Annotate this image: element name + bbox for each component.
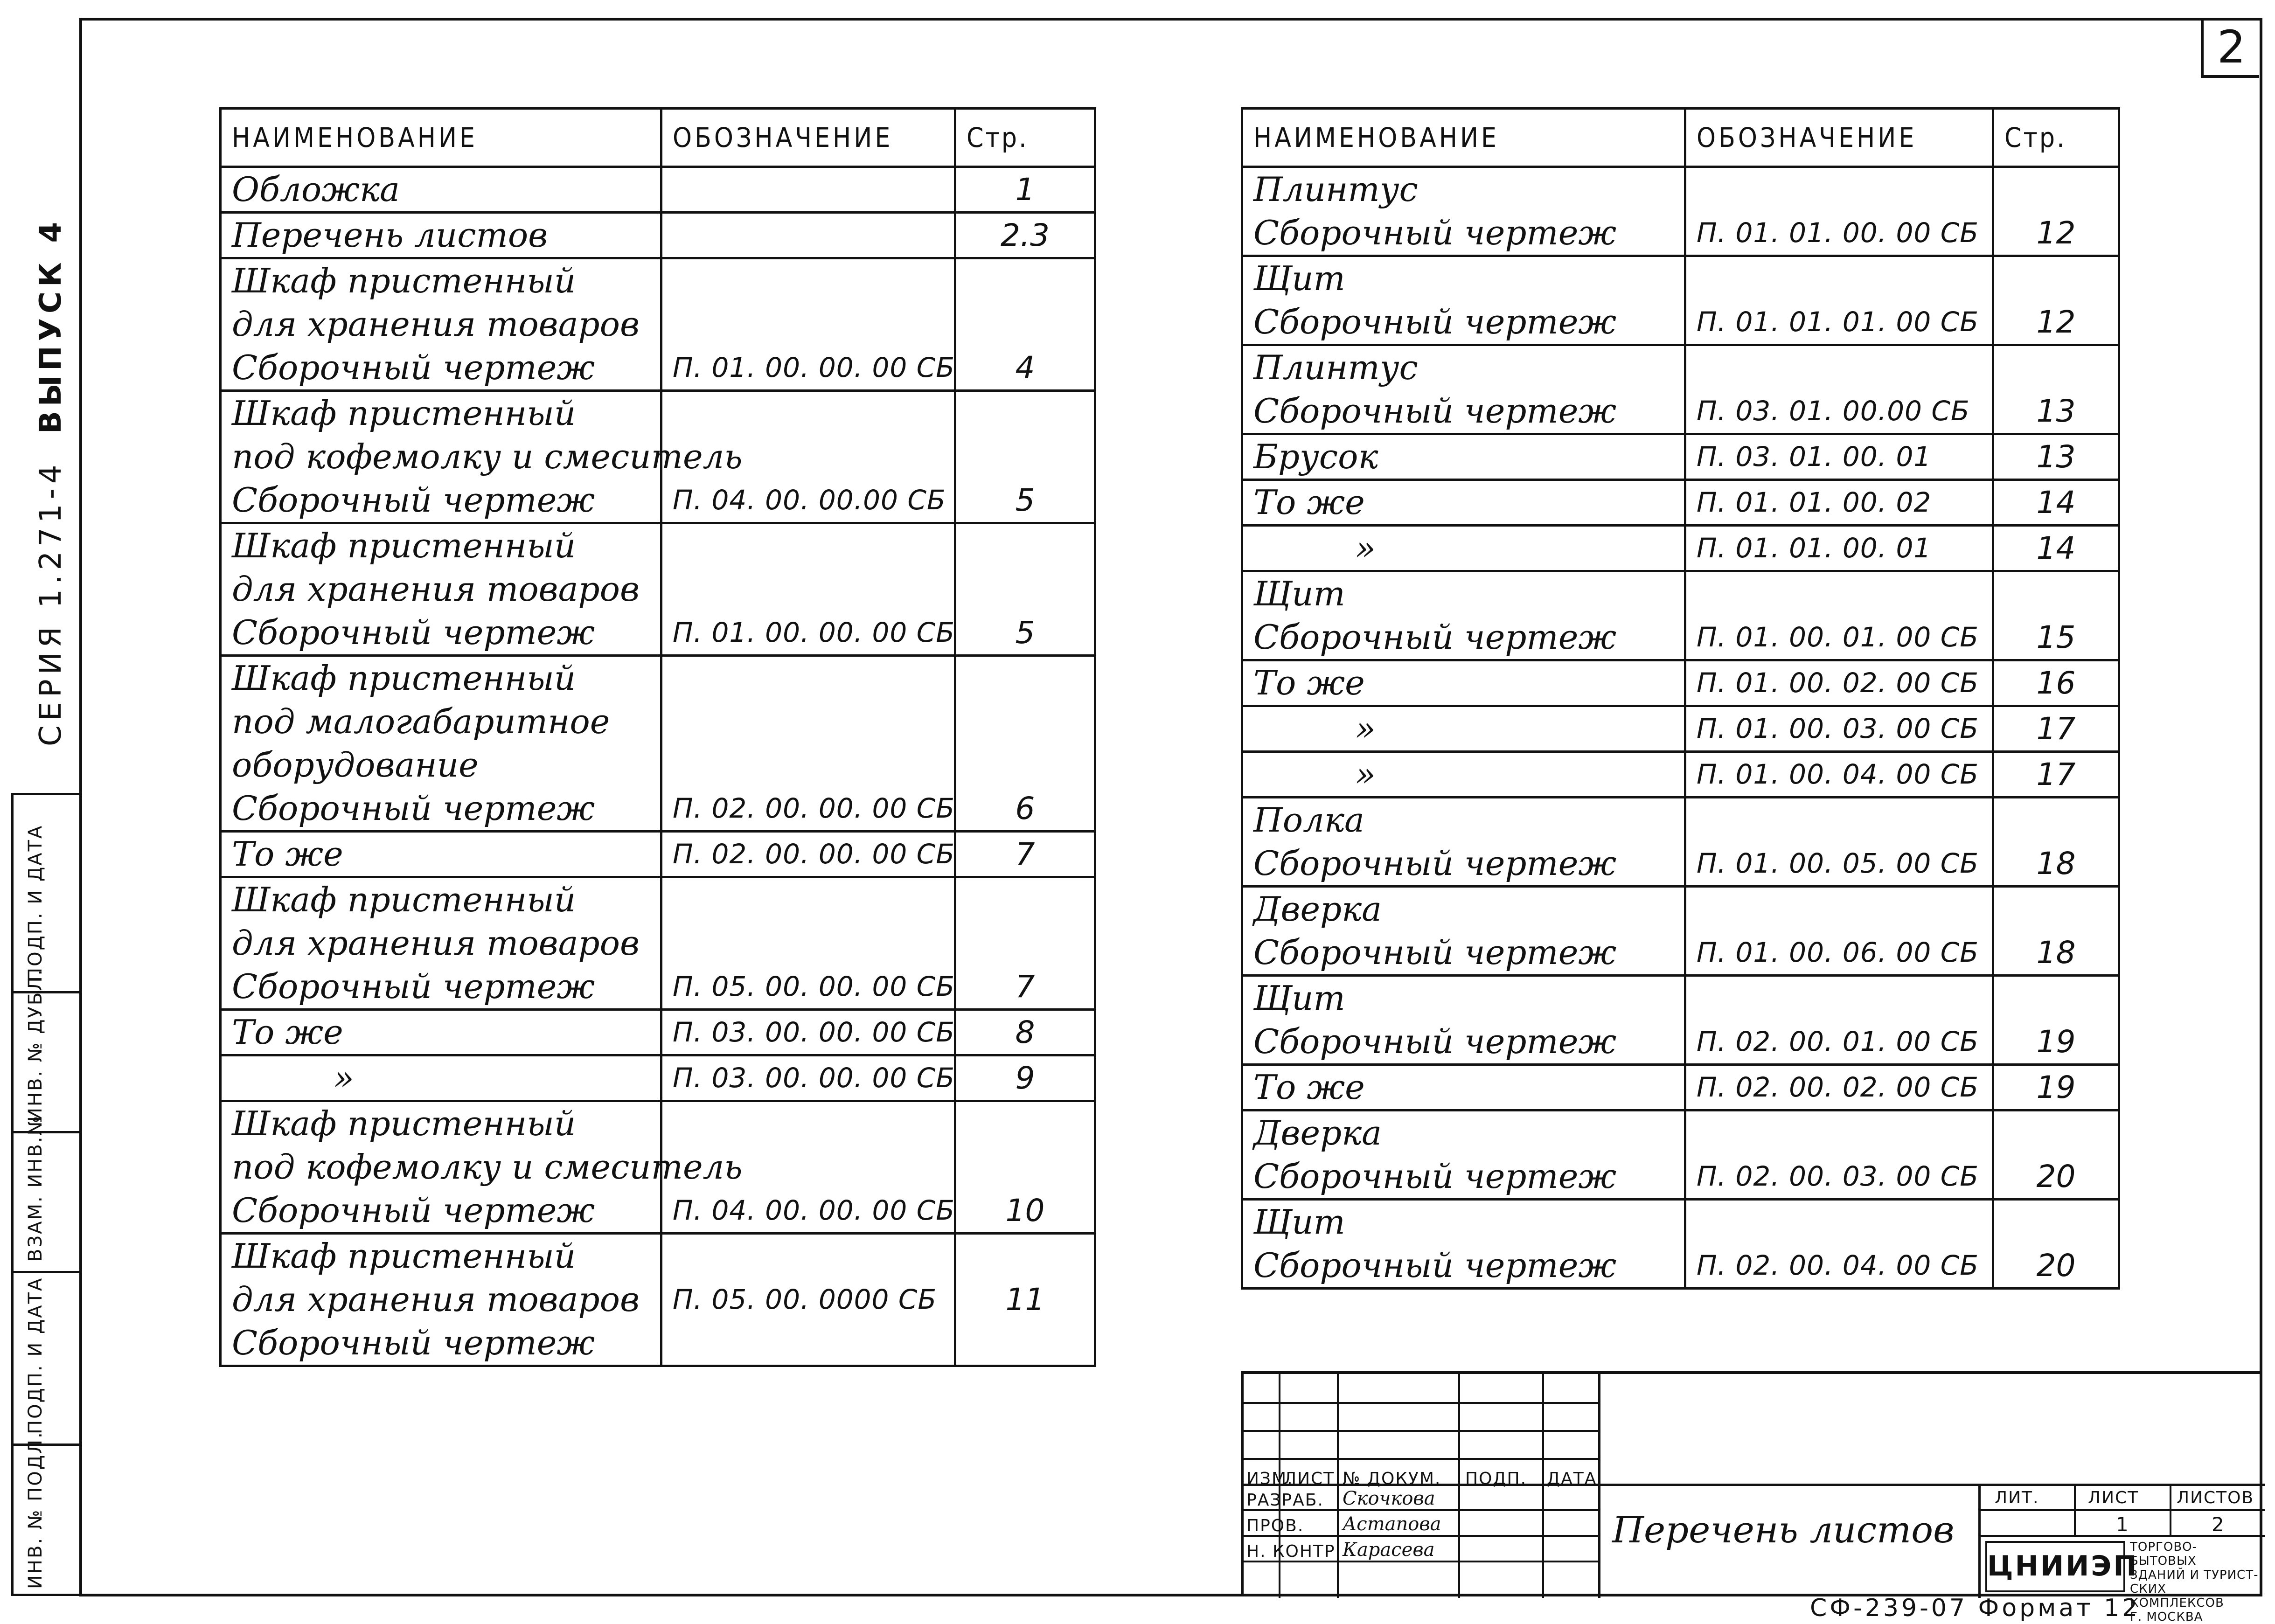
cell-page: 7 bbox=[955, 832, 1095, 877]
cell-page: 5 bbox=[955, 391, 1095, 523]
name-line: То же bbox=[232, 1013, 343, 1052]
cell-page: 17 bbox=[1993, 706, 2119, 752]
header-name: НАИМЕНОВАНИЕ bbox=[1242, 109, 1685, 167]
cell-name bbox=[221, 1055, 661, 1101]
cell-name bbox=[221, 656, 661, 832]
cell-designation: П. 05. 00. 00. 00 СБ bbox=[661, 877, 955, 1010]
role-developer: РАЗРАБ. bbox=[1246, 1491, 1324, 1510]
name-line: Плинтус bbox=[1253, 170, 1418, 209]
table-row bbox=[221, 1234, 1095, 1366]
sheet-label: ЛИСТ bbox=[2088, 1488, 2139, 1507]
name-line: под малогабаритное bbox=[232, 702, 610, 741]
name-line: Щит bbox=[1253, 259, 1345, 298]
side-stamp-cell: ВЗАМ. ИНВ.№ bbox=[14, 1131, 82, 1271]
cell-name bbox=[1242, 798, 1685, 887]
cell-designation: П. 03. 00. 00. 00 СБ bbox=[661, 1010, 955, 1055]
cell-designation: П. 01. 00. 03. 00 СБ bbox=[1685, 706, 1993, 752]
cell-designation bbox=[661, 167, 955, 213]
cell-designation: П. 01. 01. 00. 01 bbox=[1685, 526, 1993, 571]
side-stamp-cell: ИНВ. № ПОДЛ. bbox=[14, 1444, 82, 1598]
cell-name bbox=[1242, 526, 1685, 571]
stage-label: ЛИТ. bbox=[1995, 1488, 2039, 1507]
name-line: Сборочный чертеж bbox=[232, 613, 595, 652]
cell-designation: П. 04. 00. 00.00 СБ bbox=[661, 391, 955, 523]
table-header-row bbox=[1242, 109, 2119, 167]
cell-page: 16 bbox=[1993, 660, 2119, 706]
cell-page: 13 bbox=[1993, 434, 2119, 480]
name-line: Сборочный чертеж bbox=[1253, 391, 1617, 430]
name-line: Сборочный чертеж bbox=[1253, 1022, 1617, 1061]
name-line: » bbox=[1355, 709, 1376, 748]
cell-designation: П. 02. 00. 00. 00 СБ bbox=[661, 832, 955, 877]
cell-name bbox=[221, 213, 661, 258]
name-line: Шкаф пристенный bbox=[232, 526, 576, 565]
table-row bbox=[221, 1055, 1095, 1101]
name-line: То же bbox=[1253, 1068, 1365, 1107]
cell-name bbox=[1242, 887, 1685, 976]
cell-designation: П. 05. 00. 0000 СБ bbox=[661, 1234, 955, 1366]
role-norm-control: Н. КОНТР. bbox=[1246, 1542, 1342, 1561]
sheets-value: 2 bbox=[2212, 1513, 2225, 1536]
name-line: Сборочный чертеж bbox=[1253, 302, 1617, 341]
side-stamp-cell: ИНВ. № ДУБЛ. bbox=[14, 991, 82, 1131]
cell-designation: П. 01. 01. 00. 02 bbox=[1685, 480, 1993, 526]
cell-page: 5 bbox=[955, 523, 1095, 656]
cell-page: 4 bbox=[955, 258, 1095, 391]
cell-name bbox=[1242, 571, 1685, 660]
sheets-label: ЛИСТОВ bbox=[2177, 1488, 2254, 1507]
page-number: 2 bbox=[2201, 20, 2259, 78]
name-line: То же bbox=[232, 834, 343, 874]
col-header-sign: ПОДП. bbox=[1465, 1469, 1527, 1488]
cell-page: 19 bbox=[1993, 976, 2119, 1065]
name-line: Дверка bbox=[1253, 1113, 1382, 1152]
table-row bbox=[1242, 752, 2119, 798]
cell-page: 12 bbox=[1993, 167, 2119, 256]
header-page: Стр. bbox=[955, 109, 1095, 167]
table-row bbox=[221, 1101, 1095, 1234]
cell-name bbox=[221, 1234, 661, 1366]
table-row bbox=[1242, 571, 2119, 660]
name-line: Шкаф пристенный bbox=[232, 659, 576, 698]
name-line: Шкаф пристенный bbox=[232, 261, 576, 300]
cell-page: 7 bbox=[955, 877, 1095, 1010]
cell-name bbox=[221, 391, 743, 523]
cell-designation: П. 02. 00. 04. 00 СБ bbox=[1685, 1200, 1993, 1289]
table-row bbox=[1242, 798, 2119, 887]
cell-name bbox=[1242, 256, 1685, 345]
name-line: Брусок bbox=[1253, 437, 1378, 476]
name-line: Сборочный чертеж bbox=[232, 789, 595, 828]
table-row bbox=[221, 1010, 1095, 1055]
table-row bbox=[1242, 1200, 2119, 1289]
cell-designation: П. 01. 01. 00. 00 СБ bbox=[1685, 167, 1993, 256]
cell-page: 11 bbox=[955, 1234, 1095, 1366]
cell-name bbox=[221, 258, 661, 391]
table-row bbox=[1242, 256, 2119, 345]
name-line: Шкаф пристенный bbox=[232, 880, 576, 919]
sheet-list-left bbox=[219, 107, 1096, 1367]
side-stamp-cell: ПОДП. И ДАТА bbox=[14, 1271, 82, 1444]
name-line: Полка bbox=[1253, 800, 1364, 840]
cell-designation: П. 04. 00. 00. 00 СБ bbox=[661, 1101, 955, 1234]
cell-designation bbox=[661, 213, 955, 258]
cell-name bbox=[1242, 167, 1685, 256]
name-line: Сборочный чертеж bbox=[1253, 1246, 1617, 1285]
sheet-list-right bbox=[1241, 107, 2120, 1290]
cell-page: 19 bbox=[1993, 1065, 2119, 1110]
cell-page: 9 bbox=[955, 1055, 1095, 1101]
series-label: СЕРИЯ 1.271-4 bbox=[34, 460, 68, 746]
side-stamp bbox=[11, 793, 79, 1596]
name-developer: Скочкова bbox=[1343, 1488, 1435, 1509]
name-norm-control: Карасева bbox=[1343, 1539, 1435, 1561]
table-row bbox=[1242, 887, 2119, 976]
name-line: Щит bbox=[1253, 979, 1345, 1018]
table-row bbox=[221, 391, 1095, 523]
name-line: для хранения товаров bbox=[232, 305, 640, 344]
cell-designation: П. 02. 00. 01. 00 СБ bbox=[1685, 976, 1993, 1065]
cell-designation: П. 01. 00. 05. 00 СБ bbox=[1685, 798, 1993, 887]
table-row bbox=[1242, 345, 2119, 434]
name-line: Шкаф пристенный bbox=[232, 1236, 576, 1276]
cell-designation: П. 01. 00. 02. 00 СБ bbox=[1685, 660, 1993, 706]
name-line: под кофемолку и смеситель bbox=[232, 437, 743, 476]
name-line: Шкаф пристенный bbox=[232, 1104, 576, 1143]
cell-name bbox=[221, 1010, 661, 1055]
name-line: Шкаф пристенный bbox=[232, 394, 576, 433]
name-line: То же bbox=[1253, 483, 1365, 522]
document-title: Перечень листов bbox=[1612, 1509, 1955, 1551]
name-line: под кофемолку и смеситель bbox=[232, 1147, 743, 1187]
cell-page: 20 bbox=[1993, 1200, 2119, 1289]
cell-name bbox=[1242, 1200, 1685, 1289]
name-line: » bbox=[334, 1058, 355, 1097]
table-row bbox=[221, 167, 1095, 213]
table-row bbox=[221, 832, 1095, 877]
cell-page: 18 bbox=[1993, 798, 2119, 887]
name-line: Щит bbox=[1253, 574, 1345, 613]
cell-name bbox=[1242, 1110, 1685, 1200]
cell-name bbox=[221, 1101, 743, 1234]
cell-designation: П. 03. 01. 00.00 СБ bbox=[1685, 345, 1993, 434]
cell-page: 12 bbox=[1993, 256, 2119, 345]
header-designation: ОБОЗНАЧЕНИЕ bbox=[1685, 109, 1993, 167]
cell-designation: П. 01. 00. 00. 00 СБ bbox=[661, 523, 955, 656]
table-row bbox=[1242, 1110, 2119, 1200]
cell-name bbox=[1242, 434, 1685, 480]
cell-name bbox=[1242, 1065, 1685, 1110]
table-row bbox=[1242, 976, 2119, 1065]
cell-page: 8 bbox=[955, 1010, 1095, 1055]
name-line: Сборочный чертеж bbox=[232, 480, 595, 520]
table-row bbox=[1242, 167, 2119, 256]
cell-page: 6 bbox=[955, 656, 1095, 832]
cell-page: 15 bbox=[1993, 571, 2119, 660]
cell-designation: П. 02. 00. 02. 00 СБ bbox=[1685, 1065, 1993, 1110]
name-line: для хранения товаров bbox=[232, 1280, 640, 1319]
col-header-izm: ИЗМ. bbox=[1246, 1469, 1294, 1488]
header-name: НАИМЕНОВАНИЕ bbox=[221, 109, 661, 167]
col-header-date: ДАТА bbox=[1547, 1469, 1597, 1488]
table-row bbox=[221, 877, 1095, 1010]
name-line: Щит bbox=[1253, 1202, 1345, 1242]
cell-name bbox=[1242, 480, 1685, 526]
header-designation: ОБОЗНАЧЕНИЕ bbox=[661, 109, 955, 167]
cell-designation: П. 03. 00. 00. 00 СБ bbox=[661, 1055, 955, 1101]
side-stamp-cell: ПОДП. И ДАТА bbox=[25, 824, 46, 982]
cell-name bbox=[1242, 706, 1685, 752]
table-row bbox=[1242, 706, 2119, 752]
name-line: Сборочный чертеж bbox=[1253, 844, 1617, 883]
cell-name bbox=[1242, 752, 1685, 798]
cell-page: 10 bbox=[955, 1101, 1095, 1234]
name-line: Сборочный чертеж bbox=[232, 1191, 595, 1230]
cell-designation: П. 01. 00. 04. 00 СБ bbox=[1685, 752, 1993, 798]
cell-page: 1 bbox=[955, 167, 1095, 213]
cell-designation: П. 01. 01. 01. 00 СБ bbox=[1685, 256, 1993, 345]
table-row bbox=[1242, 1065, 2119, 1110]
table-row bbox=[1242, 660, 2119, 706]
name-line: Сборочный чертеж bbox=[232, 348, 595, 387]
org-logo: ЦНИИЭП bbox=[1985, 1541, 2125, 1592]
cell-page: 14 bbox=[1993, 526, 2119, 571]
table-row bbox=[221, 656, 1095, 832]
header-page: Стр. bbox=[1993, 109, 2119, 167]
cell-page: 17 bbox=[1993, 752, 2119, 798]
name-line: » bbox=[1355, 755, 1376, 794]
cell-name bbox=[1242, 660, 1685, 706]
name-line: » bbox=[1355, 528, 1376, 568]
cell-designation: П. 01. 00. 01. 00 СБ bbox=[1685, 571, 1993, 660]
name-line: для хранения товаров bbox=[232, 569, 640, 609]
name-line: Сборочный чертеж bbox=[232, 967, 595, 1006]
cell-designation: П. 02. 00. 00. 00 СБ bbox=[661, 656, 955, 832]
table-row bbox=[1242, 480, 2119, 526]
table-row bbox=[221, 523, 1095, 656]
cell-page: 2.3 bbox=[955, 213, 1095, 258]
name-line: оборудование bbox=[232, 745, 479, 784]
name-line: Сборочный чертеж bbox=[232, 1323, 595, 1362]
name-line: для хранения товаров bbox=[232, 923, 640, 963]
table-row bbox=[221, 213, 1095, 258]
cell-name bbox=[221, 877, 661, 1010]
cell-name bbox=[221, 167, 661, 213]
name-line: Перечень листов bbox=[232, 215, 548, 255]
bottom-code: СФ-239-07 Формат 12 bbox=[1810, 1594, 2141, 1622]
org-name: ТОРГОВО-БЫТОВЫХ ЗДАНИЙ И ТУРИСТ- СКИХ КОМПЛЕКСОВ Г. МОСКВА bbox=[2130, 1540, 2259, 1624]
cell-page: 13 bbox=[1993, 345, 2119, 434]
issue-label: ВЫПУСК 4 bbox=[34, 217, 68, 434]
cell-designation: П. 03. 01. 00. 01 bbox=[1685, 434, 1993, 480]
sheet-value: 1 bbox=[2116, 1513, 2129, 1536]
table-row bbox=[1242, 526, 2119, 571]
cell-page: 20 bbox=[1993, 1110, 2119, 1200]
name-line: Дверка bbox=[1253, 889, 1382, 929]
cell-designation: П. 02. 00. 03. 00 СБ bbox=[1685, 1110, 1993, 1200]
table-header-row bbox=[221, 109, 1095, 167]
name-checker: Астапова bbox=[1343, 1513, 1441, 1535]
cell-page: 14 bbox=[1993, 480, 2119, 526]
table-row bbox=[221, 258, 1095, 391]
name-line: То же bbox=[1253, 663, 1365, 702]
cell-name bbox=[1242, 345, 1685, 434]
cell-name bbox=[221, 523, 661, 656]
name-line: Обложка bbox=[232, 170, 400, 209]
name-line: Плинтус bbox=[1253, 348, 1418, 387]
cell-name bbox=[221, 832, 661, 877]
name-line: Сборочный чертеж bbox=[1253, 1157, 1617, 1196]
name-line: Сборочный чертеж bbox=[1253, 618, 1617, 657]
table-row bbox=[1242, 434, 2119, 480]
cell-name bbox=[1242, 976, 1685, 1065]
cell-designation: П. 01. 00. 00. 00 СБ bbox=[661, 258, 955, 391]
name-line: Сборочный чертеж bbox=[1253, 933, 1617, 972]
col-header-doc: № ДОКУМ. bbox=[1343, 1469, 1441, 1488]
cell-designation: П. 01. 00. 06. 00 СБ bbox=[1685, 887, 1993, 976]
cell-page: 18 bbox=[1993, 887, 2119, 976]
role-checker: ПРОВ. bbox=[1246, 1516, 1304, 1535]
name-line: Сборочный чертеж bbox=[1253, 213, 1617, 252]
col-header-list: ЛИСТ bbox=[1284, 1469, 1335, 1488]
